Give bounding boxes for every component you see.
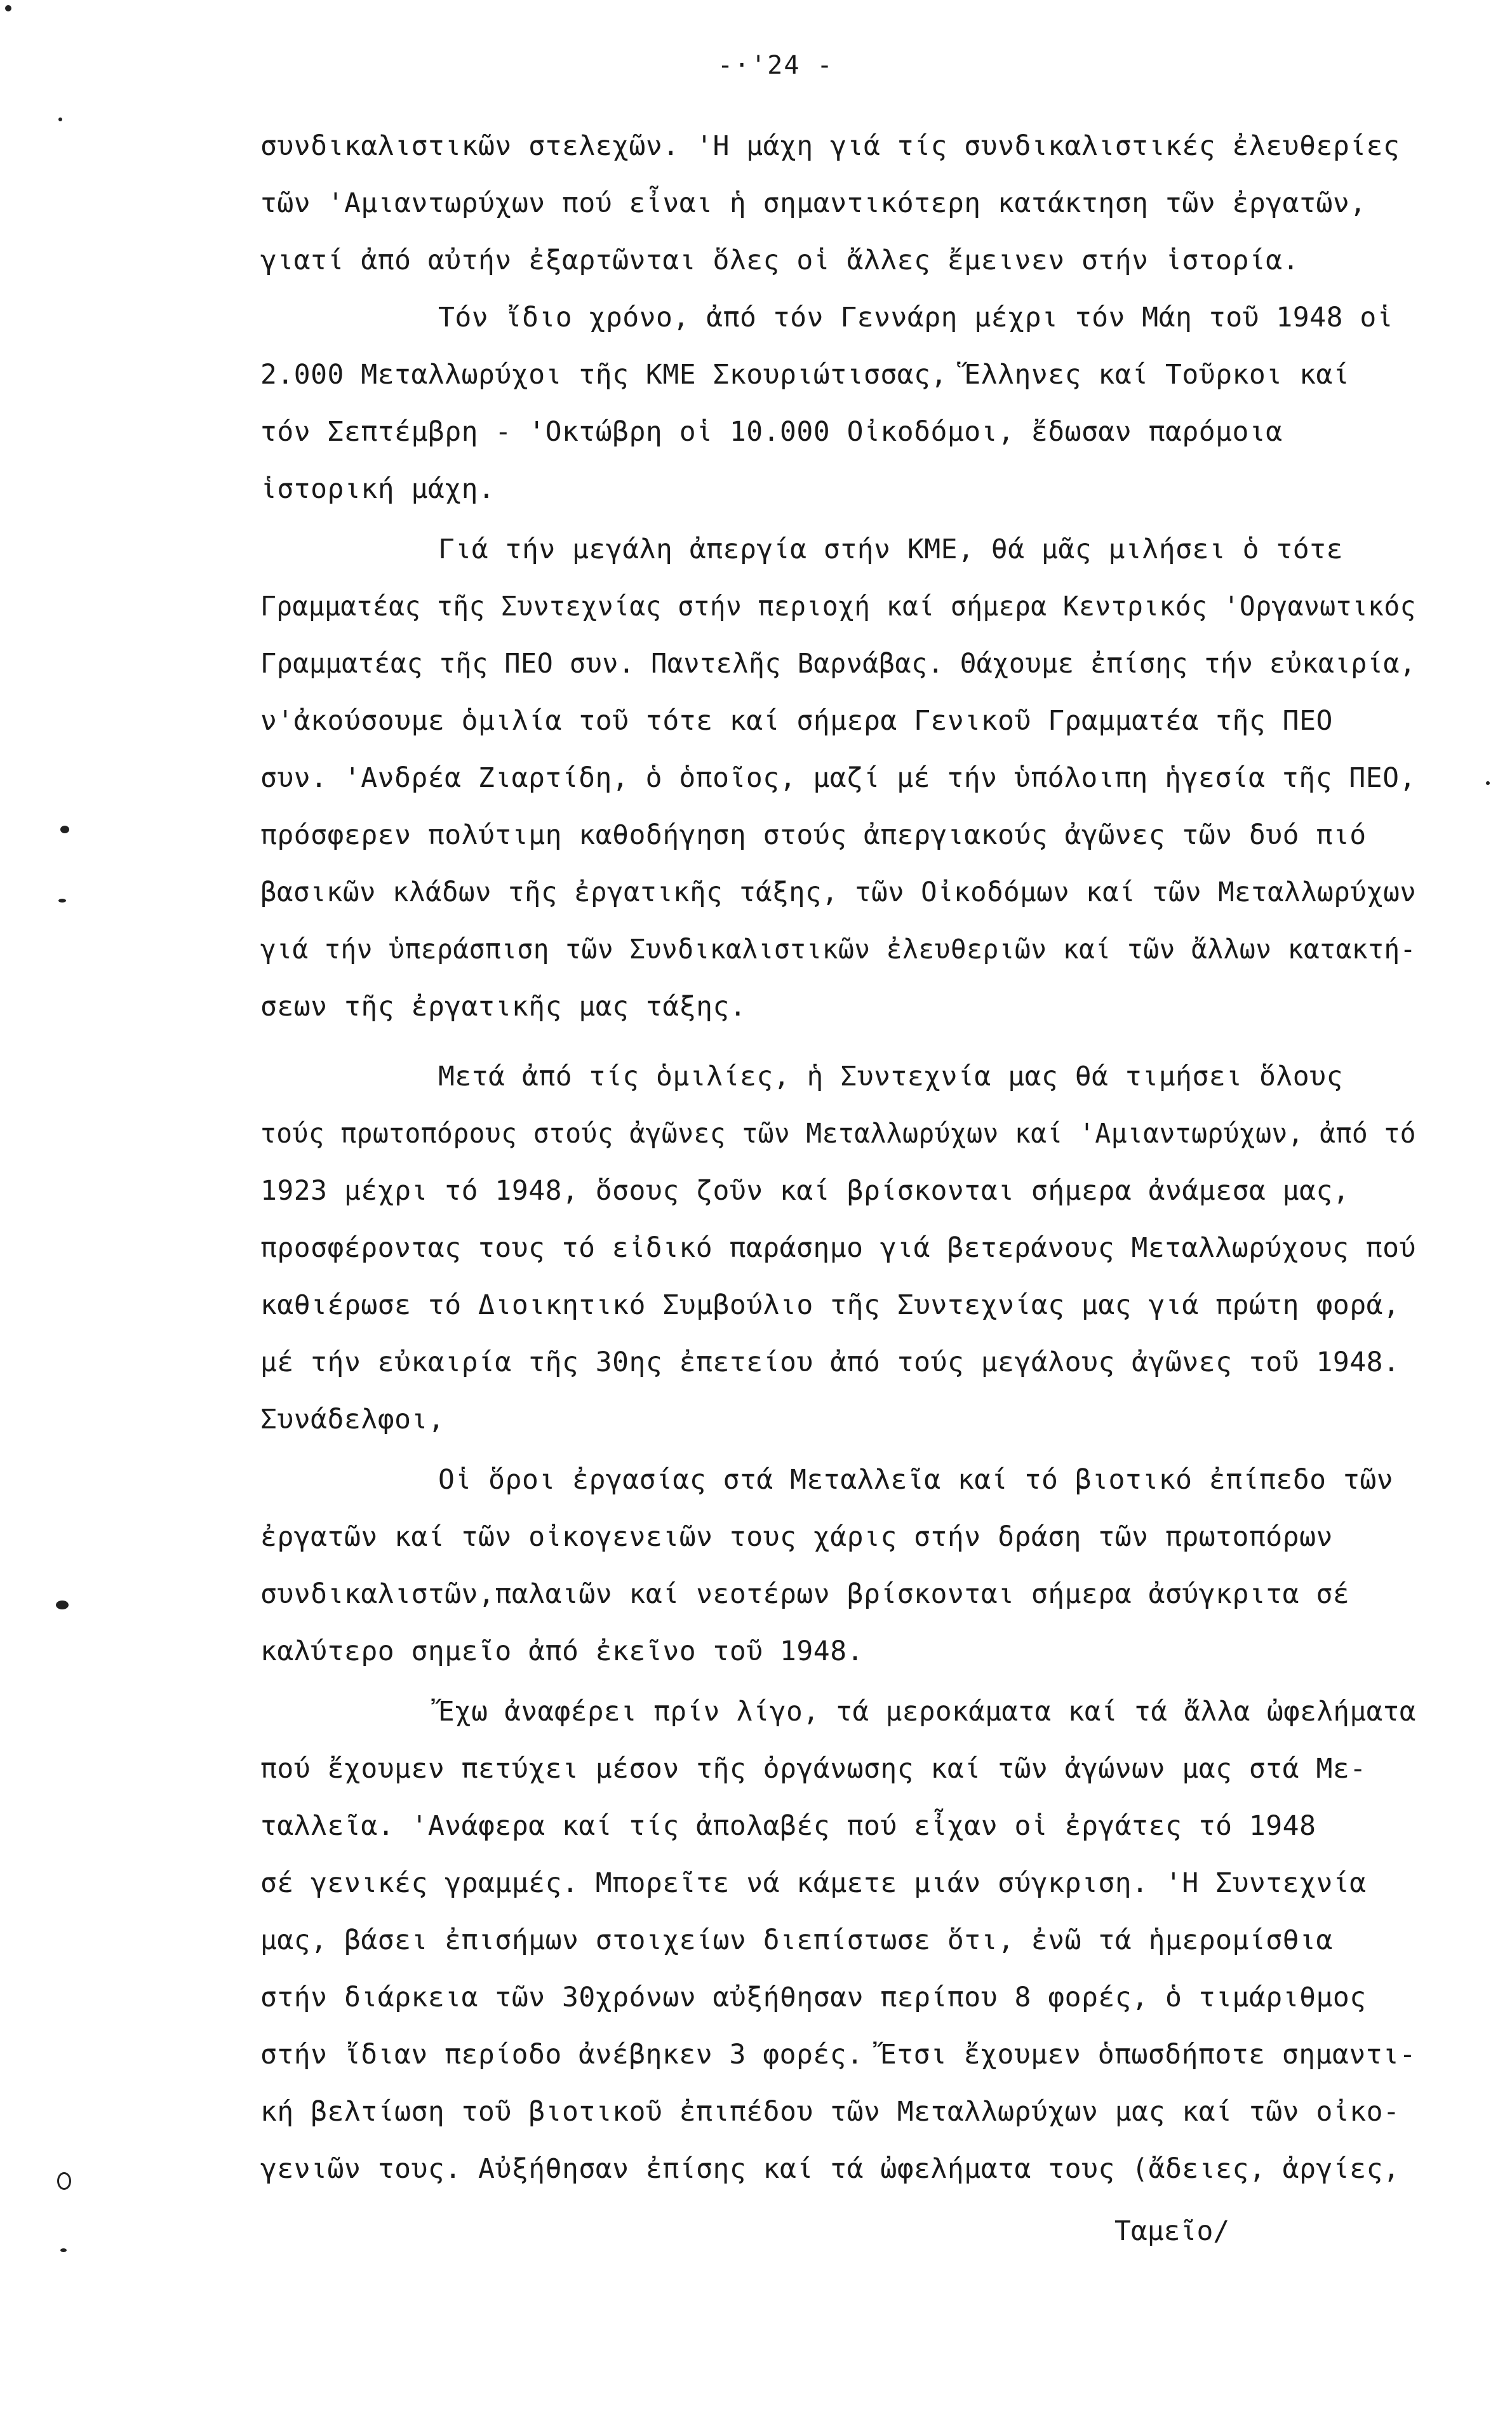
scan-speck <box>1486 781 1490 785</box>
text-line: συνδικαλιστικῶν στελεχῶν. 'Η μάχη γιά τίς συνδικαλιστικές ἐλευθερίες <box>260 130 1400 162</box>
scan-speck <box>5 5 11 11</box>
text-line: βασικῶν κλάδων τῆς ἐργατικῆς τάξης, τῶν Οἰκοδόμων καί τῶν Μεταλλωρύχων <box>260 876 1417 908</box>
text-line: κή βελτίωση τοῦ βιοτικοῦ ἐπιπέδου τῶν Μεταλλωρύχων μας καί τῶν οἰκο- <box>260 2096 1400 2128</box>
closing-catchword: Ταμεῖο/ <box>1114 2215 1230 2247</box>
text-line: ταλλεῖα. 'Ανάφερα καί τίς ἀπολαβές πού εἶχαν οἱ ἐργάτες τό 1948 <box>260 1810 1316 1842</box>
text-line: συν. 'Ανδρέα Ζιαρτίδη, ὁ ὁποῖος, μαζί μέ τήν ὑπόλοιπη ἡγεσία τῆς ΠΕΟ, <box>260 762 1416 794</box>
text-line: Τόν ἴδιο χρόνο, ἀπό τόν Γεννάρη μέχρι τόν Μάη τοῦ 1948 οἱ <box>438 302 1394 333</box>
text-line: γενιῶν τους. Αὐξήθησαν ἐπίσης καί τά ὠφελήματα τους (ἄδειες, ἀργίες, <box>260 2153 1400 2185</box>
text-line: ἐργατῶν καί τῶν οἰκογενειῶν τους χάρις στήν δράση τῶν πρωτοπόρων <box>260 1521 1333 1553</box>
text-line: καθιέρωσε τό Διοικητικό Συμβούλιο τῆς Συντεχνίας μας γιά πρώτη φορά, <box>260 1289 1400 1321</box>
text-line: 1923 μέχρι τό 1948, ὅσους ζοῦν καί βρίσκονται σήμερα ἀνάμεσα μας, <box>260 1175 1350 1207</box>
text-line: γιά τήν ὑπεράσπιση τῶν Συνδικαλιστικῶν ἐλευθεριῶν καί τῶν ἄλλων κατακτή- <box>260 934 1416 965</box>
text-line: 2.000 Μεταλλωρύχοι τῆς ΚΜΕ Σκουριώτισσας, Ἕλληνες καί Τοῦρκοι καί <box>260 359 1350 391</box>
text-line: καλύτερο σημεῖο ἀπό ἐκεῖνο τοῦ 1948. <box>260 1635 864 1667</box>
scan-speck <box>60 2248 67 2252</box>
text-line: Γραμματέας τῆς ΠΕΟ συν. Παντελῆς Βαρνάβας. Θάχουμε ἐπίσης τήν εὐκαιρία, <box>260 648 1416 680</box>
text-line: συνδικαλιστῶν,παλαιῶν καί νεοτέρων βρίσκονται σήμερα ἀσύγκριτα σέ <box>260 1578 1350 1610</box>
page-number: -·'24 - <box>718 51 834 80</box>
text-line: μέ τήν εὐκαιρία τῆς 30ης ἐπετείου ἀπό τούς μεγάλους ἀγῶνες τοῦ 1948. <box>260 1346 1400 1378</box>
text-line: τόν Σεπτέμβρη - 'Οκτώβρη οἱ 10.000 Οἰκοδόμοι, ἔδωσαν παρόμοια <box>260 416 1283 448</box>
text-line: ν'ἀκούσουμε ὁμιλία τοῦ τότε καί σήμερα Γενικοῦ Γραμματέα τῆς ΠΕΟ <box>260 705 1333 737</box>
scan-speck <box>60 826 69 833</box>
text-line: μας, βάσει ἐπισήμων στοιχείων διεπίστωσε ὅτι, ἐνῶ τά ἡμερομίσθια <box>260 1924 1333 1956</box>
text-line: σεων τῆς ἐργατικῆς μας τάξης. <box>260 991 747 1023</box>
scan-speck <box>58 117 62 121</box>
text-line: στήν ἴδιαν περίοδο ἀνέβηκεν 3 φορές. Ἔτσι ἔχουμεν ὁπωσδήποτε σημαντι- <box>260 2039 1416 2071</box>
text-line: ἱστορική μάχη. <box>260 473 495 505</box>
text-line: προσφέροντας τους τό εἰδικό παράσημο γιά βετεράνους Μεταλλωρύχους πού <box>260 1232 1416 1264</box>
text-line: Μετά ἀπό τίς ὁμιλίες, ἡ Συντεχνία μας θά τιμήσει ὅλους <box>438 1061 1343 1092</box>
scan-speck <box>57 2172 71 2190</box>
text-line: Ἔχω ἀναφέρει πρίν λίγο, τά μεροκάματα καί τά ἄλλα ὠφελήματα <box>438 1696 1416 1728</box>
text-line: Οἱ ὅροι ἐργασίας στά Μεταλλεῖα καί τό βιοτικό ἐπίπεδο τῶν <box>438 1464 1394 1496</box>
text-line: πού ἔχουμεν πετύχει μέσον τῆς ὀργάνωσης καί τῶν ἀγώνων μας στά Με- <box>260 1753 1367 1785</box>
scan-speck <box>58 899 66 903</box>
text-line: Γραμματέας τῆς Συντεχνίας στήν περιοχή καί σήμερα Κεντρικός 'Οργανωτικός <box>260 591 1416 622</box>
text-line: γιατί ἀπό αὐτήν ἐξαρτῶνται ὅλες οἱ ἄλλες ἔμεινεν στήν ἱστορία. <box>260 245 1300 276</box>
text-line: Γιά τήν μεγάλη ἀπεργία στήν ΚΜΕ, θά μᾶς μιλήσει ὁ τότε <box>438 534 1343 565</box>
text-line: πρόσφερεν πολύτιμη καθοδήγηση στούς ἀπεργιακούς ἀγῶνες τῶν δυό πιό <box>260 819 1367 851</box>
text-line: Συνάδελφοι, <box>260 1404 445 1435</box>
text-line: σέ γενικές γραμμές. Μπορεῖτε νά κάμετε μιάν σύγκριση. 'Η Συντεχνία <box>260 1867 1367 1899</box>
text-line: τῶν 'Αμιαντωρύχων πού εἶναι ἡ σημαντικότερη κατάκτηση τῶν ἐργατῶν, <box>260 187 1367 219</box>
text-line: τούς πρωτοπόρους στούς ἀγῶνες τῶν Μεταλλωρύχων καί 'Αμιαντωρύχων, ἀπό τό <box>260 1118 1416 1150</box>
scan-speck <box>56 1601 69 1609</box>
text-line: στήν διάρκεια τῶν 30χρόνων αὐξήθησαν περίπου 8 φορές, ὁ τιμάριθμος <box>260 1982 1367 2013</box>
